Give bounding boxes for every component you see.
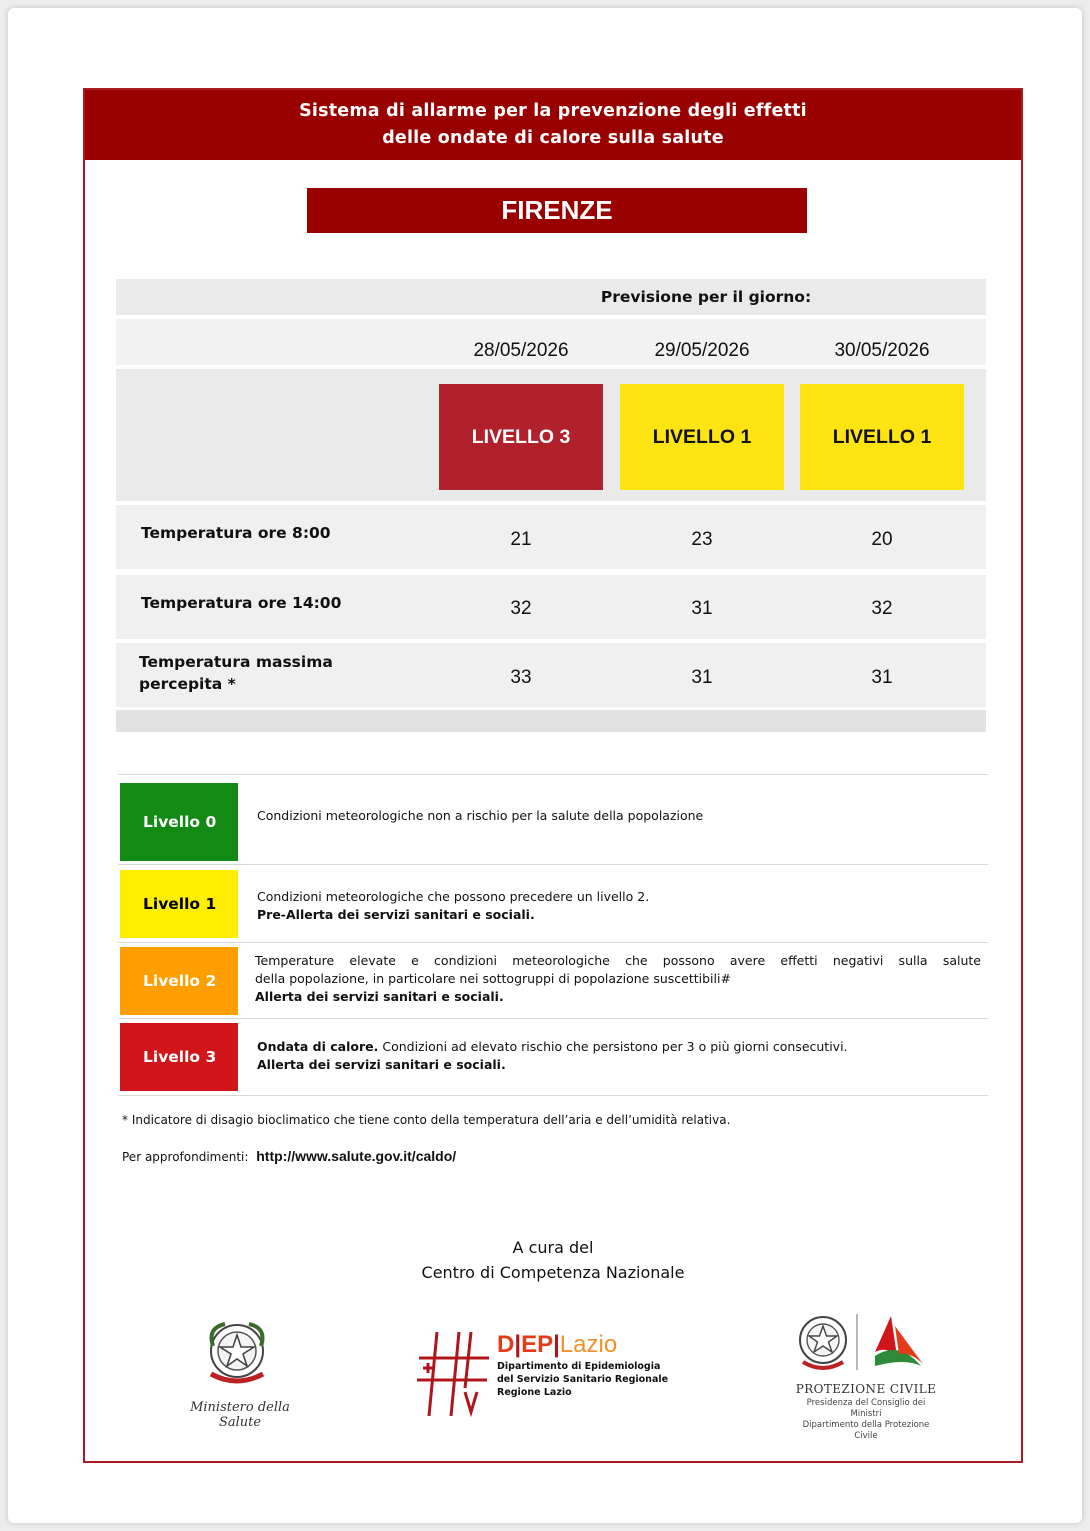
protezione-civile-caption [791, 1398, 941, 1442]
temp-row-14-label: Temperatura ore 14:00 [141, 594, 342, 612]
dep-lazio-emblem-icon [415, 1328, 493, 1418]
legend-text-1 [257, 888, 981, 924]
legend-row-1 [118, 864, 988, 942]
protezione-civile-emblem-icon [791, 1312, 941, 1378]
legend-text-3-bold: Allerta dei servizi sanitari e sociali. [257, 1057, 506, 1072]
legend-text-3 [257, 1038, 981, 1074]
levels-row [116, 369, 986, 501]
legend-text-2-line-1: Temperature elevate e condizioni meteorologiche che possono avere effetti negativi sulla salute [255, 953, 981, 968]
dep-line-1: Dipartimento di Epidemiologia [497, 1361, 661, 1372]
date-2: 29/05/2026 [654, 340, 750, 361]
legend-text-2 [255, 952, 981, 1006]
level-badge-day-3: LIVELLO 1 [800, 384, 964, 490]
legend-text-2-line-2: della popolazione, in particolare nei sottogruppi di popolazione suscettibili# [255, 971, 731, 986]
protezione-line-2: Dipartimento della Protezione Civile [802, 1420, 930, 1441]
temp-max-day-2: 31 [691, 667, 713, 688]
legend-text-2-bold: Allerta dei servizi sanitari e sociali. [255, 989, 504, 1004]
dep-d: D [497, 1331, 515, 1358]
ministero-salute-script: Ministero della Salute [190, 1400, 290, 1430]
temp-14-day-1: 32 [510, 598, 532, 619]
legend-swatch-2: Livello 2 [120, 947, 238, 1015]
more-info-label: Per approfondimenti: [122, 1150, 249, 1164]
temp-14-day-2: 31 [691, 598, 713, 619]
forecast-label-row [116, 279, 986, 315]
forecast-label: Previsione per il giorno: [600, 288, 812, 306]
legend-text-0: Condizioni meteorologiche non a rischio per la salute della popolazione [257, 808, 704, 823]
city-title: FIRENZE [307, 188, 807, 233]
dates-row [116, 319, 986, 365]
credits-line-1: A cura del [512, 1238, 594, 1257]
header-line-2: delle ondate di calore sulla salute [382, 128, 724, 148]
legend-text-3-lead: Ondata di calore. [257, 1039, 379, 1054]
header-banner [85, 90, 1021, 160]
footnote: * Indicatore di disagio bioclimatico che tiene conto della temperatura dell’aria e dell’umidità relativa. [122, 1113, 731, 1127]
temp-8-day-2: 23 [691, 529, 713, 550]
more-info [122, 1148, 456, 1164]
legend-row-3 [118, 1018, 988, 1096]
more-info-link[interactable]: http://www.salute.gov.it/caldo/ [256, 1148, 457, 1164]
legend-text-1-line: Condizioni meteorologiche che possono precedere un livello 2. [257, 889, 650, 904]
credits-line-2: Centro di Competenza Nazionale [421, 1263, 685, 1282]
temp-row-max-label-line-1: Temperatura massima [139, 653, 333, 671]
temp-8-day-3: 20 [871, 529, 893, 550]
bulletin-frame [83, 88, 1023, 1463]
legend-row-2 [118, 942, 988, 1018]
dep-line-2: del Servizio Sanitario Regionale [497, 1374, 669, 1385]
legend-swatch-1: Livello 1 [120, 870, 238, 938]
temp-row-max-label-line-2: percepita * [139, 675, 236, 693]
legend-swatch-3: Livello 3 [120, 1023, 238, 1091]
dep-lazio-logo [415, 1318, 675, 1418]
temp-row-14 [116, 575, 986, 639]
dep-ep: EP [521, 1331, 554, 1358]
ministero-salute-logo [173, 1318, 303, 1430]
level-badge-day-1: LIVELLO 3 [439, 384, 603, 490]
legend-row-0 [118, 774, 988, 864]
temp-row-max [116, 643, 986, 707]
dep-line-3: Regione Lazio [497, 1387, 572, 1398]
legend-swatch-0: Livello 0 [120, 783, 238, 861]
dep-lazio-caption [497, 1360, 668, 1399]
date-3: 30/05/2026 [834, 340, 930, 361]
legend-text-3-rest: Condizioni ad elevato rischio che persistono per 3 o più giorni consecutivi. [378, 1039, 848, 1054]
date-1: 28/05/2026 [473, 340, 569, 361]
temp-8-day-1: 21 [510, 529, 532, 550]
protezione-line-1: Presidenza del Consiglio dei Ministri [806, 1398, 926, 1419]
temp-row-8 [116, 505, 986, 569]
protezione-civile-title: PROTEZIONE CIVILE [795, 1382, 937, 1396]
credits [85, 1235, 1021, 1285]
legend-text-3-line [257, 1038, 981, 1056]
temp-row-max-label [139, 651, 369, 695]
italian-emblem-icon [173, 1318, 303, 1388]
temp-14-day-3: 32 [871, 598, 893, 619]
temp-max-day-3: 31 [871, 667, 893, 688]
legend-text-1-bold: Pre-Allerta dei servizi sanitari e sociali. [257, 907, 535, 922]
level-badge-day-2: LIVELLO 1 [620, 384, 784, 490]
temp-max-day-1: 33 [510, 667, 532, 688]
table-footer-band [116, 710, 986, 732]
header-line-1: Sistema di allarme per la prevenzione degli effetti [299, 101, 807, 121]
protezione-civile-logo [791, 1312, 951, 1441]
temp-row-8-label: Temperatura ore 8:00 [141, 524, 331, 542]
dep-lazio: Lazio [559, 1331, 618, 1358]
dep-lazio-wordmark: D|EP|Lazio [497, 1331, 618, 1358]
document-page [8, 8, 1082, 1523]
